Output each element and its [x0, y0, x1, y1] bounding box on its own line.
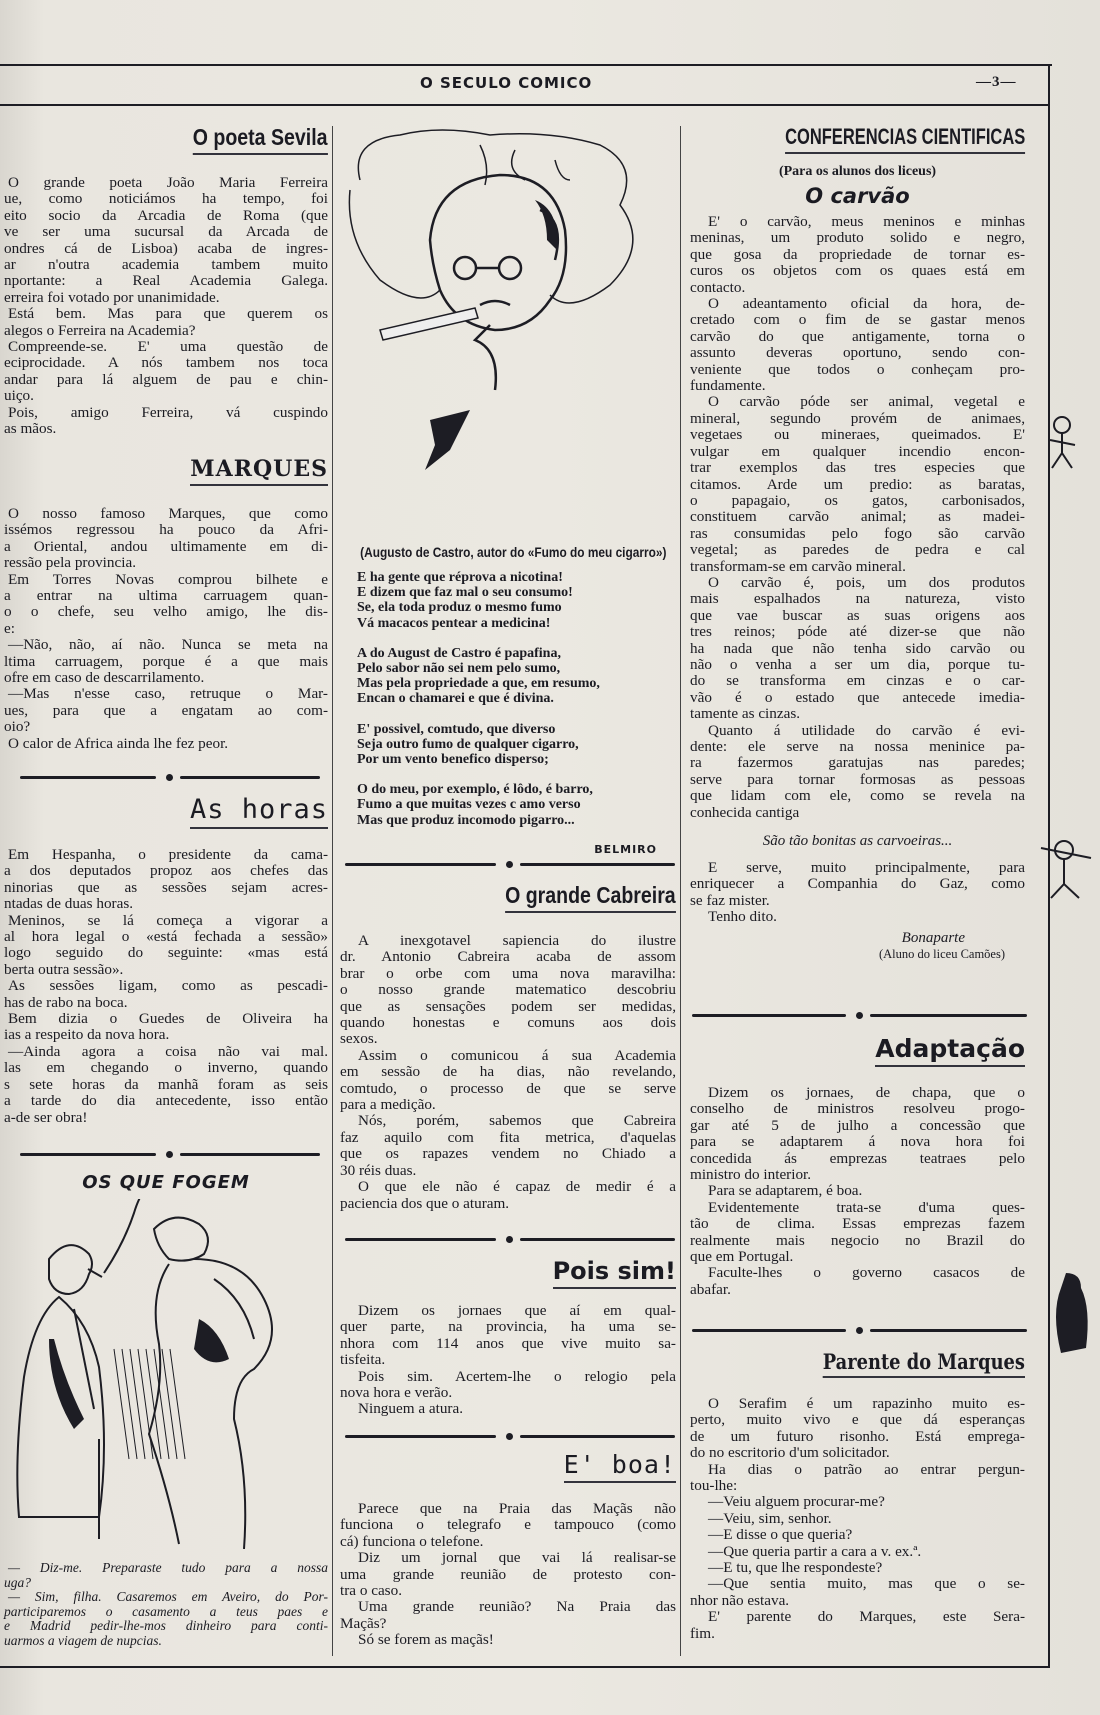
text-line: realmente mais negocio no Brazil do — [690, 1231, 1025, 1249]
text-line: —Ainda agora a coisa não vai mal. — [8, 1042, 328, 1060]
article-body — [690, 214, 1025, 821]
article-subtitle: (Para os alunos dos liceus) — [778, 164, 937, 179]
text-line: meninas, um produto solido e negro, — [690, 229, 1025, 247]
masthead-title: O SECULO COMICO — [420, 74, 593, 92]
text-line: quando honestas e comuns aos dois — [340, 1014, 676, 1032]
text-line: a tarde do dia antecedente, isso então — [4, 1092, 328, 1110]
text-line: ressão pela provincia. — [4, 554, 136, 572]
signature: Bonaparte — [901, 929, 965, 946]
text-line: —Veiu alguem procurar-me? — [708, 1493, 885, 1511]
page-number: —3— — [976, 74, 1017, 90]
text-line: se faz mister. — [690, 891, 770, 909]
poem-body — [357, 570, 657, 828]
text-line: vegetaes ou mineraes, queimados. E' — [690, 426, 1025, 444]
text-line: alegos o Ferreira na Academia? — [4, 321, 196, 339]
text-line: curos os objetos com os quaes está em — [690, 262, 1025, 280]
poem-line: Fumo a que muitas vezes c amo verso — [357, 797, 581, 813]
poem-stanza — [357, 782, 657, 828]
article-e-boa — [340, 1450, 676, 1649]
text-line: O nosso famoso Marques, que como — [8, 505, 328, 522]
cartoon-os-que-fogem — [4, 1172, 328, 1648]
text-line: ltima carruagem, porque é a que mais — [4, 652, 328, 670]
ornament-divider — [692, 1325, 1027, 1335]
poem-line: A do August de Castro é papafina, — [357, 645, 561, 661]
text-line: Tenho dito. — [708, 908, 777, 926]
caricature-illustration — [340, 120, 676, 520]
ornament-divider — [345, 859, 675, 869]
poem-line: Por um vento benefico disperso; — [357, 752, 549, 768]
text-line: conselho de ministros resolveu progo- — [690, 1100, 1025, 1118]
text-line: O que ele não é capaz de medir é a — [358, 1178, 676, 1196]
text-line: o papagaio, os gatos, carbonisados, — [690, 491, 1025, 509]
bottom-border — [0, 1666, 1050, 1668]
text-line: a Oriental, andou ultimamente em di- — [4, 537, 328, 555]
text-line: A inexgotavel sapiencia do ilustre — [358, 932, 676, 949]
text-line: —Não, não, aí não. Nunca se meta na — [8, 636, 328, 654]
text-line: Nós, porém, sabemos que Cabreira — [358, 1112, 676, 1130]
text-line: conhecida cantiga — [690, 803, 800, 821]
text-line: vulgar em qualquer incendio encon- — [690, 442, 1025, 460]
text-line: Em Torres Novas comprou bilhete e — [8, 570, 328, 588]
text-line: tisfeita. — [340, 1351, 386, 1369]
article-marques — [4, 456, 328, 752]
column-divider — [680, 126, 681, 1656]
text-line: que vae buscar as suas origens aos — [690, 606, 1025, 624]
poem-line: Se, ela toda produz o mesmo fumo — [357, 600, 562, 616]
text-line: funciona o telegrafo e tampouco (como — [340, 1516, 676, 1534]
text-line: participaremos o casamento a teus paes e — [4, 1603, 328, 1619]
article-as-horas — [4, 794, 328, 1126]
text-line: Pois sim. Acertem-lhe o relogio pela — [358, 1367, 676, 1385]
text-line: perto, muito vivo e que dá esperanças — [690, 1411, 1025, 1429]
text-line: Assim o comunicou á sua Academia — [358, 1046, 676, 1064]
text-line: e Madrid pedir-lhe-mos dinheiro para conti- — [4, 1618, 328, 1633]
text-line: do no escritorio d'um solicitador. — [690, 1444, 890, 1462]
text-line: dr. Antonio Cabreira acaba de assom — [340, 948, 676, 966]
article-poeta-sevila — [4, 124, 328, 438]
text-line: Maçãs? — [340, 1614, 387, 1632]
article-title: MARQUES — [190, 456, 328, 486]
text-line: ra fazermos garatujas nas paredes; — [690, 754, 1025, 772]
text-line: enriquecer a Companhia do Gaz, como — [690, 875, 1025, 893]
text-line: Está bem. Mas para que querem os — [8, 305, 328, 323]
text-line: brar o orbe com uma nova maravilha: — [340, 964, 676, 982]
poem — [357, 570, 657, 856]
poem-stanza — [357, 646, 657, 707]
text-line: nhor não estava. — [690, 1591, 790, 1609]
text-line: tou-lhe: — [690, 1477, 738, 1495]
article-heading: O carvão — [805, 184, 910, 208]
article-title: As horas — [190, 794, 328, 829]
header-rule — [0, 104, 1050, 106]
article-grande-cabreira — [340, 882, 676, 1212]
article-body — [690, 1085, 1025, 1298]
text-line: Em Hespanha, o presidente da cama- — [8, 846, 328, 863]
text-line: —Veiu, sim, senhor. — [708, 1509, 832, 1527]
text-line: quer parte, na provincia, ha uma se- — [340, 1318, 676, 1336]
text-line: para a medição. — [340, 1096, 436, 1114]
text-line: ministro do interior. — [690, 1166, 812, 1184]
text-line: trar exemplos das tres especies que — [690, 459, 1025, 477]
article-body — [4, 847, 328, 1126]
text-line: tra o caso. — [340, 1582, 402, 1600]
text-line: — Sim, filha. Casaremos em Aveiro, do Por- — [8, 1589, 328, 1604]
article-title: Parente do Marques — [823, 1349, 1025, 1378]
signature-note: (Aluno do liceu Camões) — [878, 946, 1005, 961]
text-line: As sessões ligam, como as pescadi- — [8, 977, 328, 995]
text-line: eciprocidade. A nós tambem nos toca — [4, 354, 328, 372]
text-line: ntadas de duas horas. — [4, 895, 134, 913]
article-title: O poeta Sevila — [193, 124, 328, 155]
text-line: Compreende-se. E' uma questão de — [8, 338, 328, 356]
text-line: comtudo, o processo de que se serve — [340, 1079, 676, 1097]
text-line: concedida ás emprezas teatraes pelo — [690, 1149, 1025, 1167]
text-line: tão de clima. Essas emprezas fazem — [690, 1215, 1025, 1233]
text-line: Só se forem as maçãs! — [358, 1631, 494, 1649]
text-line: uarmos a viagem de nupcias. — [4, 1632, 162, 1648]
text-line: Ha dias o patrão ao entrar pergun- — [708, 1460, 1025, 1478]
article-adaptacao — [690, 1034, 1025, 1298]
article-body — [690, 1396, 1025, 1642]
text-line: Dizem os jornaes, de chapa, que o — [708, 1084, 1025, 1101]
margin-doodle-figure — [1046, 1268, 1096, 1358]
text-line: o o chefe, seu velho amigo, lhe dis- — [4, 603, 328, 621]
text-line: issémos regressou ha pouco da Afri- — [4, 521, 328, 539]
article-title: O grande Cabreira — [505, 882, 676, 913]
text-line: nhora com 114 anos que vive muito sa- — [340, 1334, 676, 1352]
text-line: — Diz-me. Preparaste tudo para a nossa — [8, 1560, 328, 1575]
poem-line: E' possivel, comtudo, que diverso — [357, 721, 556, 737]
text-line: oio? — [4, 718, 31, 736]
margin-doodle-figure — [1040, 405, 1096, 475]
article-body — [4, 506, 328, 752]
text-line: faz aquilo com fita metrica, d'aquelas — [340, 1128, 676, 1146]
text-line: Diz um jornal que vai lá realisar-se — [358, 1549, 676, 1567]
text-line: —E disse o que queria? — [708, 1526, 853, 1544]
text-line: E' o carvão, meus meninos e minhas — [708, 213, 1025, 230]
text-line: abafar. — [690, 1280, 731, 1298]
text-line: O adeantamento oficial da hora, de- — [708, 295, 1025, 313]
text-line: veniente que todos o conheçam pro- — [690, 360, 1025, 378]
text-line: andar para lá alguem de pau e chin- — [4, 370, 328, 388]
text-line: cá) funciona o telefone. — [340, 1532, 484, 1550]
poem-line: Vá macacos pentear a medicina! — [357, 615, 551, 631]
text-line: nportante: a Real Academia Galega. — [4, 272, 328, 290]
ornament-divider — [345, 1234, 675, 1244]
ornament-divider — [20, 1149, 320, 1159]
text-line: ha nada que não tenha sido carvão ou — [690, 639, 1025, 657]
article-title: Pois sim! — [553, 1257, 676, 1289]
article-body — [340, 933, 676, 1212]
text-line: ras consumidas pelo fogo são carvão — [690, 524, 1025, 542]
text-line: que as sensações podem ser medidas, — [340, 997, 676, 1015]
text-line: ondres cá de Lisboa) acaba de ingres- — [4, 239, 328, 257]
text-line: Evidentemente trata-se d'uma ques- — [708, 1198, 1025, 1216]
text-line: assunto deveras oportuno, sendo con- — [690, 344, 1025, 362]
text-line: fim. — [690, 1624, 715, 1642]
cartoon-illustration — [4, 1199, 328, 1549]
text-line: ue, como noticiámos ha tempo, foi — [4, 190, 328, 208]
text-line: sexos. — [340, 1030, 378, 1048]
article-pois-sim — [340, 1257, 676, 1418]
text-line: que em Portugal. — [690, 1248, 794, 1266]
caricature-caption: (Augusto de Castro, autor do «Fumo do meu cigarro») — [360, 545, 667, 560]
text-line: O carvão é, pois, um dos produtos — [708, 573, 1025, 591]
text-line: al hora legal o «está fechada a sessão» — [4, 928, 328, 946]
ornament-divider — [692, 1010, 1027, 1020]
text-line: has de rabo na boca. — [4, 993, 128, 1011]
ornament-divider — [345, 1431, 675, 1441]
poem-line: Seja outro fumo de qualquer cigarro, — [357, 736, 579, 752]
text-line: ias a respeito da nova hora. — [4, 1026, 170, 1044]
text-line: transformam-se em carvão mineral. — [690, 557, 906, 575]
text-line: citamos. Arde um predio: as baratas, — [690, 475, 1025, 493]
text-line: serve para tornar formosas as pessoas — [690, 770, 1025, 788]
text-line: o nosso grande matematico descobriu — [340, 981, 676, 999]
text-line: logo seguido do seguinte: «mas está — [4, 944, 328, 962]
text-line: Dizem os jornaes que aí em qual- — [358, 1302, 676, 1319]
text-line: Parece que na Praia das Maçãs não — [358, 1500, 676, 1517]
text-line: —E tu, que lhe respondeste? — [708, 1559, 883, 1577]
verse-quote: São tão bonitas as carvoeiras... — [762, 833, 953, 850]
text-line: uma grande reunião de protesto con- — [340, 1565, 676, 1583]
text-line: ar n'outra academia tambem muito — [4, 256, 328, 274]
text-line: constituem carvão animal; as madei- — [690, 508, 1025, 526]
text-line: do se transforma em cinzas e o car- — [690, 672, 1025, 690]
text-line: vão é o estado que antecede imedia- — [690, 688, 1025, 706]
text-line: que lidam com ele, como se revela na — [690, 787, 1025, 805]
text-line: e: — [4, 619, 15, 637]
text-line: tres reinos; póde até dizer-se que não — [690, 623, 1025, 641]
text-line: fundamente. — [690, 377, 766, 395]
text-line: —Que queria partir a cara a v. ex.ª. — [708, 1542, 922, 1560]
article-title: E' boa! — [564, 1450, 676, 1483]
column-divider — [332, 126, 333, 1656]
text-line: Uma grande reunião? Na Praia das — [358, 1598, 676, 1616]
cartoon-title: OS QUE FOGEM — [82, 1172, 250, 1193]
text-line: ve ser uma sucursal da Arcada de — [4, 223, 328, 241]
text-line: a dos deputados propoz aos chefes das — [4, 862, 328, 880]
margin-doodle-figure — [1036, 828, 1096, 908]
text-line: a entrar na ultima carruagem quan- — [4, 587, 328, 605]
text-line: uga? — [4, 1574, 31, 1590]
text-line: O calor de Africa ainda lhe fez peor. — [8, 734, 229, 752]
poem-line: E dizem que faz mal o seu consumo! — [357, 585, 573, 601]
text-line: de um futuro risonho. Está emprega- — [690, 1427, 1025, 1445]
text-line: não o venha a ser um dia, porque tu- — [690, 655, 1025, 673]
text-line: ofre em caso de descarrilamento. — [4, 669, 205, 687]
text-line: las em chegando o inverno, quando — [4, 1059, 328, 1077]
text-line: Para se adaptarem, é boa. — [708, 1182, 863, 1200]
text-line: Meninos, se lá começa a vigorar a — [8, 911, 328, 929]
article-body — [340, 1501, 676, 1649]
text-line: erreira foi votado por unanimidade. — [4, 288, 220, 306]
text-line: O carvão póde ser animal, vegetal e — [708, 393, 1025, 411]
text-line: em sessão de ha dias, não revelando, — [340, 1063, 676, 1081]
poem-line: Pelo sabor não sei nem pelo sumo, — [357, 661, 561, 677]
article-title: Adaptação — [875, 1034, 1025, 1067]
poem-line: O do meu, por exemplo, é lôdo, é barro, — [357, 782, 593, 798]
text-line: vegetal; as paredes de pedra e cal — [690, 541, 1025, 559]
text-line: Quanto á utilidade do carvão é evi- — [708, 721, 1025, 739]
top-border — [0, 64, 1052, 66]
text-line: s sete horas da manhã foram as seis — [4, 1075, 328, 1093]
article-body — [340, 1303, 676, 1418]
text-line: Pois, amigo Ferreira, vá cuspindo — [8, 403, 328, 421]
article-parente-do-marques — [690, 1349, 1025, 1642]
poem-line: Encan o chamarei e que é divina. — [357, 691, 554, 707]
text-line: uiço. — [4, 387, 34, 405]
poem-line: E ha gente que réprova a nicotina! — [357, 570, 563, 585]
poem-signature: BELMIRO — [594, 842, 657, 856]
text-line: ninorias que as sessões sejam acres- — [4, 878, 328, 896]
text-line: E' parente do Marques, este Sera- — [708, 1608, 1025, 1626]
text-line: gar até 5 de julho a concessão que — [690, 1116, 1025, 1134]
text-line: a-de ser obra! — [4, 1108, 88, 1126]
caricature-augusto-de-castro — [340, 120, 676, 560]
text-line: 30 réis duas. — [340, 1161, 417, 1179]
ornament-divider — [20, 772, 320, 782]
text-line: O grande poeta João Maria Ferreira — [8, 174, 328, 191]
text-line: tamente as cinzas. — [690, 705, 801, 723]
article-body — [690, 860, 1025, 926]
poem-line: Mas pela propriedade a que, em resumo, — [357, 676, 600, 692]
text-line: —Mas n'esse caso, retruque o Mar- — [8, 685, 328, 703]
cartoon-caption — [4, 1561, 328, 1648]
text-line: Faculte-lhes o governo casacos de — [708, 1264, 1025, 1282]
text-line: cretado com o fim de se gastar menos — [690, 311, 1025, 329]
article-title: CONFERENCIAS CIENTIFICAS — [785, 124, 1025, 154]
article-body — [4, 175, 328, 438]
text-line: mais espalhados na natureza, visto — [690, 590, 1025, 608]
text-line: contacto. — [690, 278, 746, 296]
text-line: —Que sentia muito, mas que o se- — [708, 1575, 1025, 1593]
text-line: paciencia dos que o aturam. — [340, 1194, 510, 1212]
text-line: Bem dizia o Guedes de Oliveira ha — [8, 1010, 328, 1028]
text-line: nova hora e verão. — [340, 1384, 453, 1402]
text-line: que gosa da propriedade de tornar es- — [690, 245, 1025, 263]
text-line: ues, para que a engatam ao com- — [4, 701, 328, 719]
text-line: berta outra sessão». — [4, 960, 124, 978]
text-line: Ninguem a atura. — [358, 1400, 464, 1418]
poem-stanza — [357, 570, 657, 631]
text-line: dente: ele serve na nossa meninice pa- — [690, 738, 1025, 755]
text-line: carvão do que antigamente, torna o — [690, 327, 1025, 345]
text-line: O Serafim é um rapazinho muito es- — [708, 1395, 1025, 1412]
text-line: que os rapazes vendem no Chiado a — [340, 1145, 676, 1163]
text-line: as mãos. — [4, 420, 57, 438]
text-line: mineral, segundo provém de animaes, — [690, 409, 1025, 427]
text-line: para se adaptarem á nova hora foi — [690, 1133, 1025, 1151]
text-line: E serve, muito principalmente, para — [708, 859, 1025, 877]
poem-stanza — [357, 722, 657, 768]
text-line: eito socio da Arcadia de Roma (que — [4, 206, 328, 224]
poem-line: Mas que produz incomodo pigarro... — [357, 812, 575, 828]
article-conferencias-cientificas — [690, 124, 1025, 962]
